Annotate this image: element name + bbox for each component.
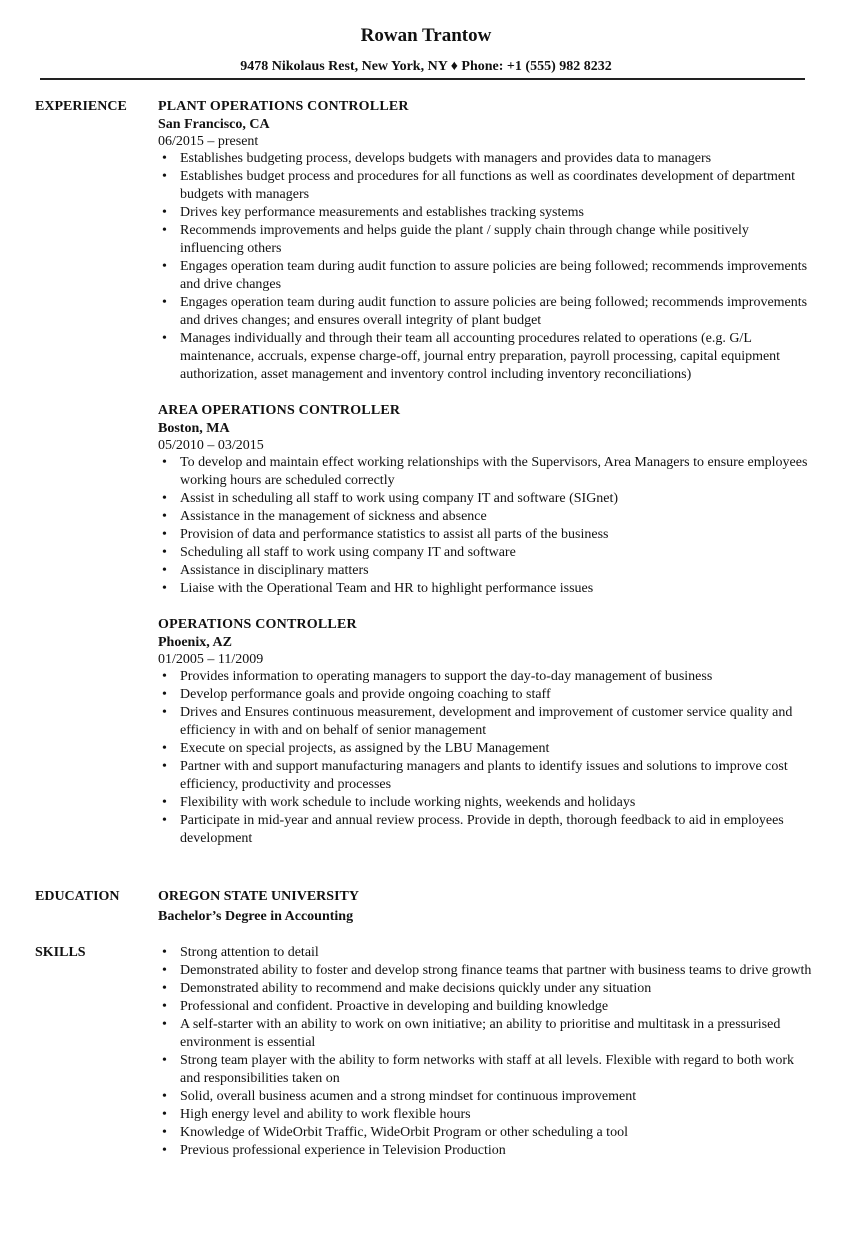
contact-line: 9478 Nikolaus Rest, New York, NY ♦ Phone: +1 (555) 982 8232	[240, 59, 612, 74]
skills-list	[158, 944, 815, 1160]
job-bullet: • Drives and Ensures continuous measurement, development and improvement of customer service quality and efficiency in with and on behalf of senior management	[158, 704, 815, 740]
job-bullet: • Manages individually and through their team all accounting procedures related to operations (e.g. G/L maintenance, accruals, expense charge-off, journal entry preparation, payroll processing, capital equipment authorization, asset management and inventory control including inventory reconciliations)	[158, 330, 815, 384]
job-bullet: • Establishes budget process and procedures for all functions as well as coordinates development of department budgets with managers	[158, 168, 815, 204]
job-dates: 05/2010 – 03/2015	[158, 438, 264, 453]
job-title: OPERATIONS CONTROLLER	[158, 617, 357, 632]
job-dates: 06/2015 – present	[158, 134, 259, 149]
section-label-education: EDUCATION	[35, 889, 120, 904]
job-bullet: • Flexibility with work schedule to include working nights, weekends and holidays	[158, 794, 815, 812]
job-bullet: • Assistance in disciplinary matters	[158, 562, 815, 580]
skill-item: • Knowledge of WideOrbit Traffic, WideOrbit Program or other scheduling a tool	[158, 1124, 815, 1142]
skill-item: • High energy level and ability to work flexible hours	[158, 1106, 815, 1124]
section-label-experience: EXPERIENCE	[35, 99, 127, 114]
header-divider	[40, 78, 805, 80]
job-bullet: • Execute on special projects, as assigned by the LBU Management	[158, 740, 815, 758]
skill-item: • A self-starter with an ability to work on own initiative; an ability to prioritise and multitask in a pressurised environment is essential	[158, 1016, 815, 1052]
job-bullet: • Establishes budgeting process, develops budgets with managers and provides data to managers	[158, 150, 815, 168]
job-bullet: • Participate in mid-year and annual review process. Provide in depth, thorough feedback to aid in employees development	[158, 812, 815, 848]
skill-item: • Solid, overall business acumen and a strong mindset for continuous improvement	[158, 1088, 815, 1106]
job-dates: 01/2005 – 11/2009	[158, 652, 264, 667]
job-bullet: • Liaise with the Operational Team and HR to highlight performance issues	[158, 580, 815, 598]
skill-item: • Professional and confident. Proactive in developing and building knowledge	[158, 998, 815, 1016]
job-title: PLANT OPERATIONS CONTROLLER	[158, 99, 409, 114]
job-location: San Francisco, CA	[158, 117, 270, 132]
job-bullet: • Scheduling all staff to work using company IT and software	[158, 544, 815, 562]
job-bullet: • Assistance in the management of sickness and absence	[158, 508, 815, 526]
skill-item: • Demonstrated ability to foster and develop strong finance teams that partner with business teams to drive growth	[158, 962, 815, 980]
job-bullets	[158, 454, 815, 598]
skill-item: • Previous professional experience in Television Production	[158, 1142, 815, 1160]
resume-header	[0, 24, 860, 76]
experience-list	[158, 98, 815, 848]
job-bullet: • Provides information to operating managers to support the day-to-day management of business	[158, 668, 815, 686]
skill-item: • Demonstrated ability to recommend and make decisions quickly under any situation	[158, 980, 815, 998]
candidate-name: Rowan Trantow	[360, 25, 492, 46]
job-bullet: • Recommends improvements and helps guide the plant / supply chain through change while positively influencing others	[158, 222, 815, 258]
experience-section	[35, 98, 815, 866]
job-bullet: • To develop and maintain effect working relationships with the Supervisors, Area Managers to ensure employees working hours are scheduled correctly	[158, 454, 815, 490]
skill-item: • Strong team player with the ability to form networks with staff at all levels. Flexible with regard to both work and responsibilities taken on	[158, 1052, 815, 1088]
section-label-skills: SKILLS	[35, 945, 86, 960]
education-school: OREGON STATE UNIVERSITY	[158, 889, 359, 904]
skills-section	[35, 944, 815, 1160]
job-bullet: • Assist in scheduling all staff to work using company IT and software (SIGnet)	[158, 490, 815, 508]
job-bullet: • Engages operation team during audit function to assure policies are being followed; recommends improvements and drives changes; and ensures overall integrity of plant budget	[158, 294, 815, 330]
job-bullet: • Drives key performance measurements and establishes tracking systems	[158, 204, 815, 222]
job-bullet: • Provision of data and performance statistics to assist all parts of the business	[158, 526, 815, 544]
skill-item: • Strong attention to detail	[158, 944, 815, 962]
job-entry	[158, 402, 815, 598]
job-bullets	[158, 668, 815, 848]
job-location: Phoenix, AZ	[158, 635, 232, 650]
education-section	[35, 888, 815, 928]
job-bullet: • Partner with and support manufacturing managers and plants to identify issues and solutions to improve cost efficiency, productivity and processes	[158, 758, 815, 794]
job-bullet: • Engages operation team during audit function to assure policies are being followed; recommends improvements and drive changes	[158, 258, 815, 294]
job-entry	[158, 616, 815, 848]
job-bullets	[158, 150, 815, 384]
job-entry	[158, 98, 815, 384]
job-title: AREA OPERATIONS CONTROLLER	[158, 403, 401, 418]
job-location: Boston, MA	[158, 421, 230, 436]
job-bullet: • Develop performance goals and provide ongoing coaching to staff	[158, 686, 815, 704]
education-degree: Bachelor’s Degree in Accounting	[158, 909, 354, 924]
